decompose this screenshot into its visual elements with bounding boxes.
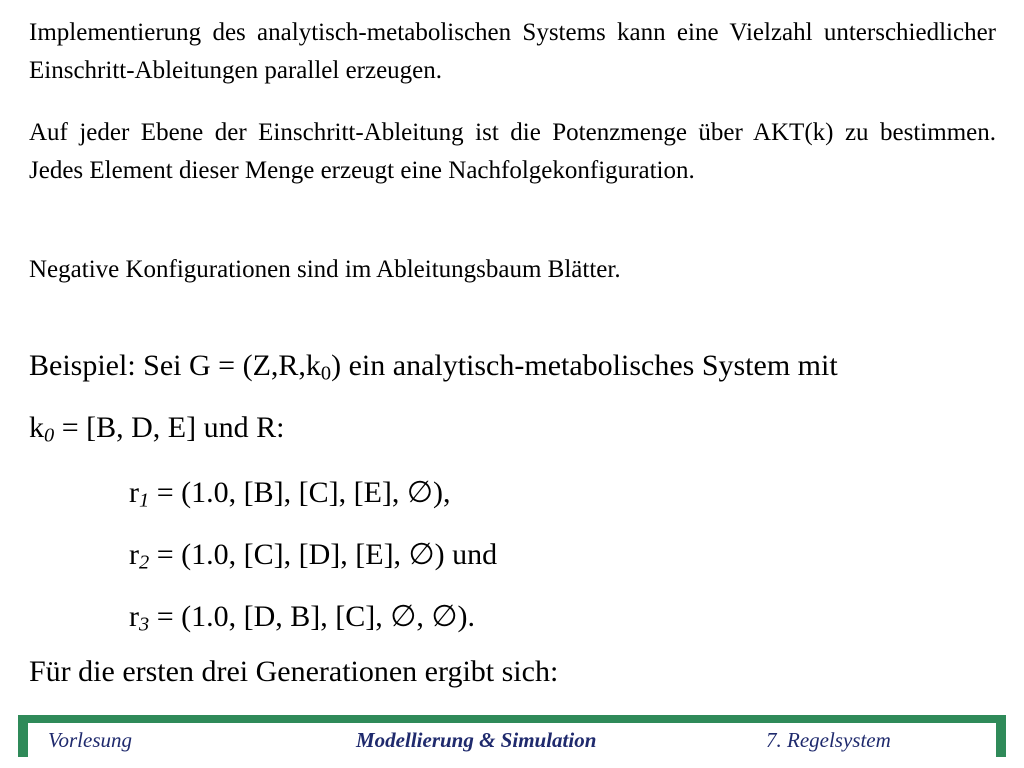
- rule-3-sub: 3: [139, 613, 150, 636]
- paragraph-negative-configurations: Negative Konfigurationen sind im Ableitungsbaum Blätter.: [29, 256, 621, 283]
- rule-1-sub: 1: [139, 489, 150, 512]
- rule-2-pre: r: [129, 538, 139, 571]
- paragraph-power-set: Auf jeder Ebene der Einschritt-Ableitung ist die Potenzmenge über AKT(k) zu bestimmen. Jedes Element dieser Menge erzeugt eine Nachfolgekonfiguration.: [29, 119, 996, 184]
- initial-configuration-pre: k: [29, 411, 44, 444]
- footer-course-title: Modellierung & Simulation: [356, 728, 597, 752]
- footer-panel: [28, 723, 996, 757]
- example-intro-sub: 0: [320, 362, 332, 385]
- conclusion-line: Für die ersten drei Generationen ergibt sich:: [29, 655, 559, 688]
- rule-2-sub: 2: [139, 551, 150, 574]
- rule-1-pre: r: [129, 476, 139, 509]
- initial-configuration-sub: 0: [44, 424, 55, 447]
- rule-3: [129, 597, 475, 637]
- footer-bar: [18, 715, 1006, 757]
- rule-2-post: = (1.0, [C], [D], [E], ∅) und: [149, 538, 498, 571]
- example-intro-post: ) ein analytisch-metabolisches System mit: [331, 349, 838, 382]
- initial-configuration-line: [29, 408, 284, 448]
- rule-1: [129, 473, 451, 513]
- footer-lecture-label: Vorlesung: [48, 728, 132, 752]
- example-intro-pre: Beispiel: Sei G = (Z,R,k: [29, 349, 321, 382]
- initial-configuration-post: = [B, D, E] und R:: [54, 411, 285, 444]
- rule-3-pre: r: [129, 600, 139, 633]
- rule-1-post: = (1.0, [B], [C], [E], ∅),: [149, 476, 451, 509]
- paragraph-implementation: Implementierung des analytisch-metabolischen Systems kann eine Vielzahl unterschiedlicher Einschritt-Ableitungen parallel erzeugen.: [29, 19, 996, 84]
- footer-chapter-label: 7. Regelsystem: [766, 728, 891, 752]
- rule-2: [129, 535, 497, 575]
- rule-3-post: = (1.0, [D, B], [C], ∅, ∅).: [149, 600, 476, 633]
- example-intro-line: [29, 346, 838, 386]
